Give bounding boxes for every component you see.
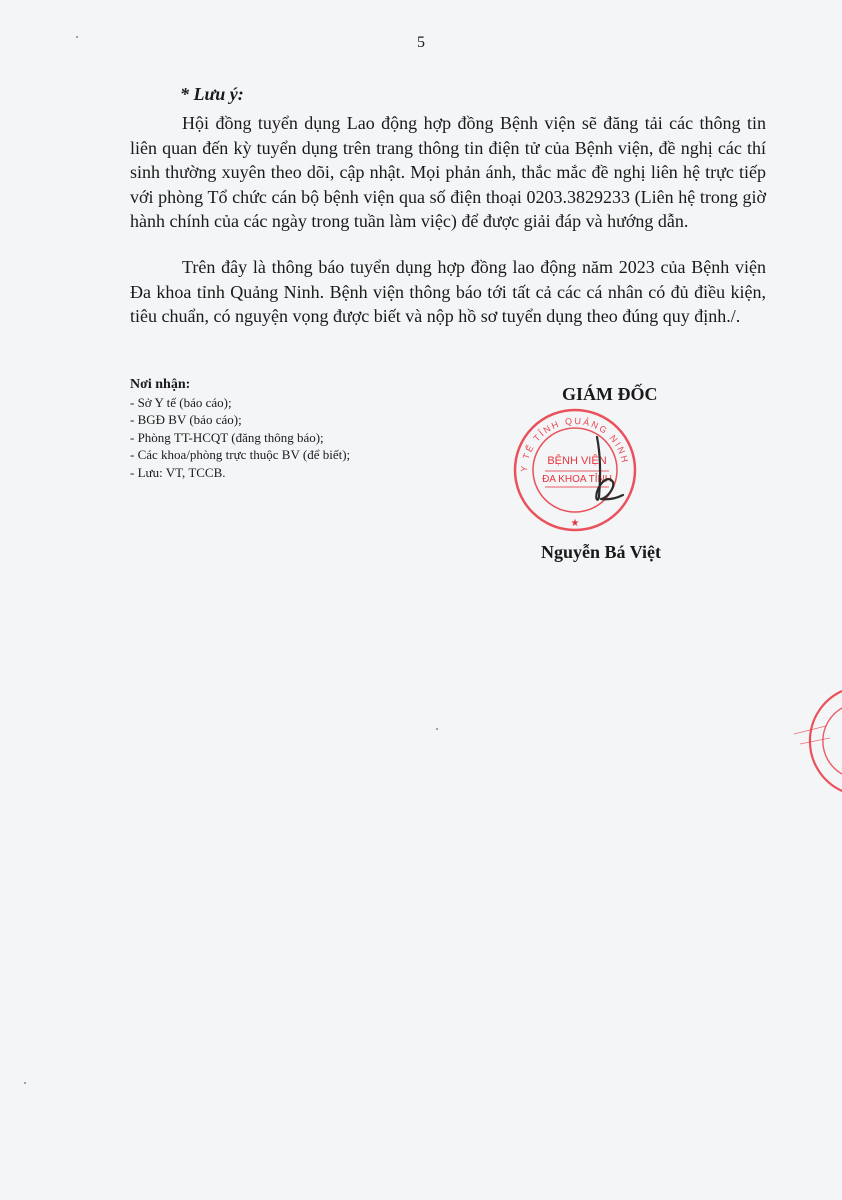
scan-speck (436, 728, 438, 730)
note-paragraph-2: Trên đây là thông báo tuyển dụng hợp đồng lao động năm 2023 của Bệnh viện Đa khoa tỉnh Quảng Ninh. Bệnh viện thông báo tới tất cả các cá nhân có đủ điều kiện, tiêu chuẩn, có nguyện vọng được biết và nộp hồ sơ tuyển dụng theo đúng quy định./. (130, 257, 766, 326)
svg-text:★: ★ (570, 518, 580, 529)
recipients-title: Nơi nhận: (130, 377, 191, 392)
signer-title: GIÁM ĐỐC (562, 384, 658, 404)
edge-stamp (730, 686, 842, 796)
recipient-item: - Phòng TT-HCQT (đăng thông báo); (130, 429, 324, 445)
scan-speck (24, 1082, 26, 1084)
stamp-text-line-1: BỆNH VIỆN (547, 455, 607, 467)
recipient-item: - Sở Y tế (báo cáo); (130, 394, 232, 410)
page-number: 5 (417, 34, 425, 51)
stamp-ring-text: Y TẾ TỈNH QUẢNG NINH (518, 415, 631, 473)
signer-name: Nguyễn Bá Việt (541, 542, 662, 562)
recipient-item: - BGĐ BV (báo cáo); (130, 412, 242, 427)
note-heading: * Lưu ý: (180, 84, 244, 104)
recipients-block (130, 376, 430, 481)
scan-speck (76, 36, 78, 38)
note-paragraph-1: Hội đồng tuyển dụng Lao động hợp đồng Bệnh viện sẽ đăng tải các thông tin liên quan đến kỳ tuyển dụng trên trang thông tin điện tử của Bệnh viện, đề nghị các thí sinh thường xuyên theo dõi, cập nhật. Mọi phản ánh, thắc mắc đề nghị liên hệ trực tiếp với phòng Tổ chức cán bộ bệnh viện qua số điện thoại 0203.3829233 (Liên hệ trong giờ hành chính của các ngày trong tuần làm việc) để được giải đáp và hướng dẫn. (130, 113, 766, 231)
official-stamp (505, 402, 645, 532)
recipient-item: - Lưu: VT, TCCB. (130, 464, 226, 480)
recipients-list (130, 394, 430, 482)
recipient-item: - Các khoa/phòng trực thuộc BV (để biết); (130, 447, 351, 462)
stamp-text-line-2: ĐA KHOA TỈNH (542, 474, 612, 485)
